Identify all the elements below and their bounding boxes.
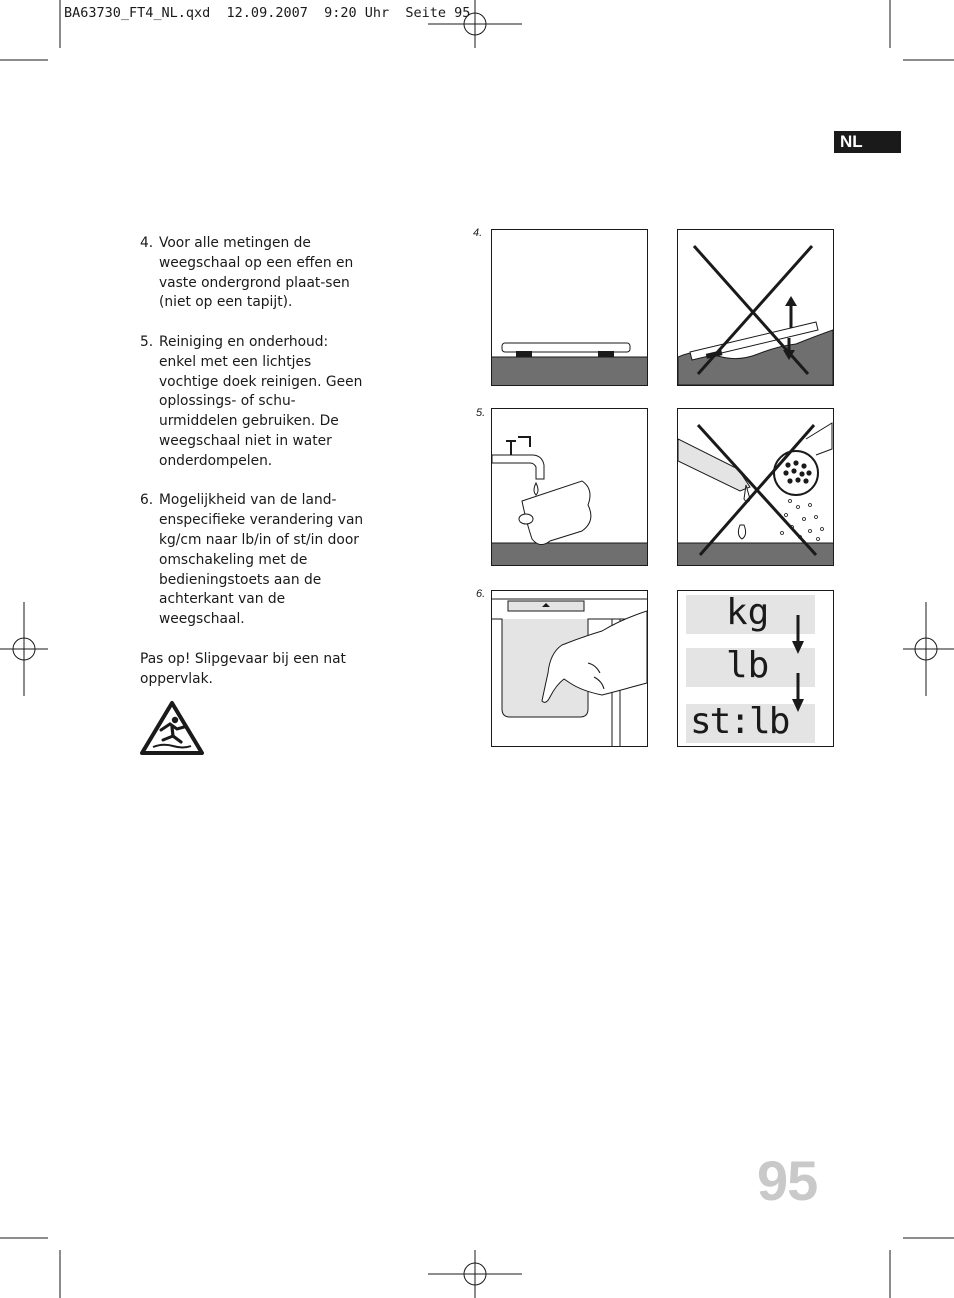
item-number: 6. <box>140 492 154 509</box>
figure-5-damp-cloth <box>491 408 648 566</box>
item-text: Mogelijkheid van de land-enspecifieke verandering van kg/cm naar lb/in of st/in door omschakeling met de bedieningstoets aan de achterkant van de weegschaal. <box>159 492 364 628</box>
figure-4-correct-floor <box>491 229 648 386</box>
arrow-down-icon <box>790 673 806 713</box>
item-text: Voor alle metingen de weegschaal op een effen en vaste ondergrond plaat-sen (niet op een tapijt). <box>159 235 354 311</box>
instruction-list <box>140 234 365 650</box>
unit-stlb-text: st:lb <box>690 701 789 742</box>
unit-kg-text: kg <box>726 592 770 633</box>
print-slug: BA63730_FT4_NL.qxd 12.09.2007 9:20 Uhr Seite 95 <box>64 5 471 21</box>
figure-6-display-units <box>677 590 834 747</box>
arrow-down-icon <box>790 615 806 655</box>
item-number: 5. <box>140 333 154 350</box>
slip-hazard-icon <box>139 700 205 756</box>
figure-6-unit-button <box>491 590 648 747</box>
figure-5-scouring-crossed <box>677 408 834 566</box>
list-item <box>140 234 365 313</box>
figure-label-4: 4. <box>473 227 483 239</box>
item-number: 4. <box>140 235 154 251</box>
language-tab: NL <box>834 131 901 153</box>
figure-label-6: 6. <box>476 588 486 600</box>
list-item <box>140 333 365 472</box>
page-number: 95 <box>757 1149 818 1212</box>
figure-4-carpet-crossed <box>677 229 834 386</box>
list-item <box>140 491 365 630</box>
unit-lb-text: lb <box>726 645 770 686</box>
figure-label-5: 5. <box>476 407 486 419</box>
item-text: Reiniging en onderhoud: enkel met een lichtjes vochtige doek reinigen. Geen oplossings- of schu-urmiddelen gebruiken. De weegschaal niet in water onderdompelen. <box>159 333 363 469</box>
slip-warning-text: Pas op! Slipgevaar bij een nat oppervlak. <box>140 651 346 687</box>
